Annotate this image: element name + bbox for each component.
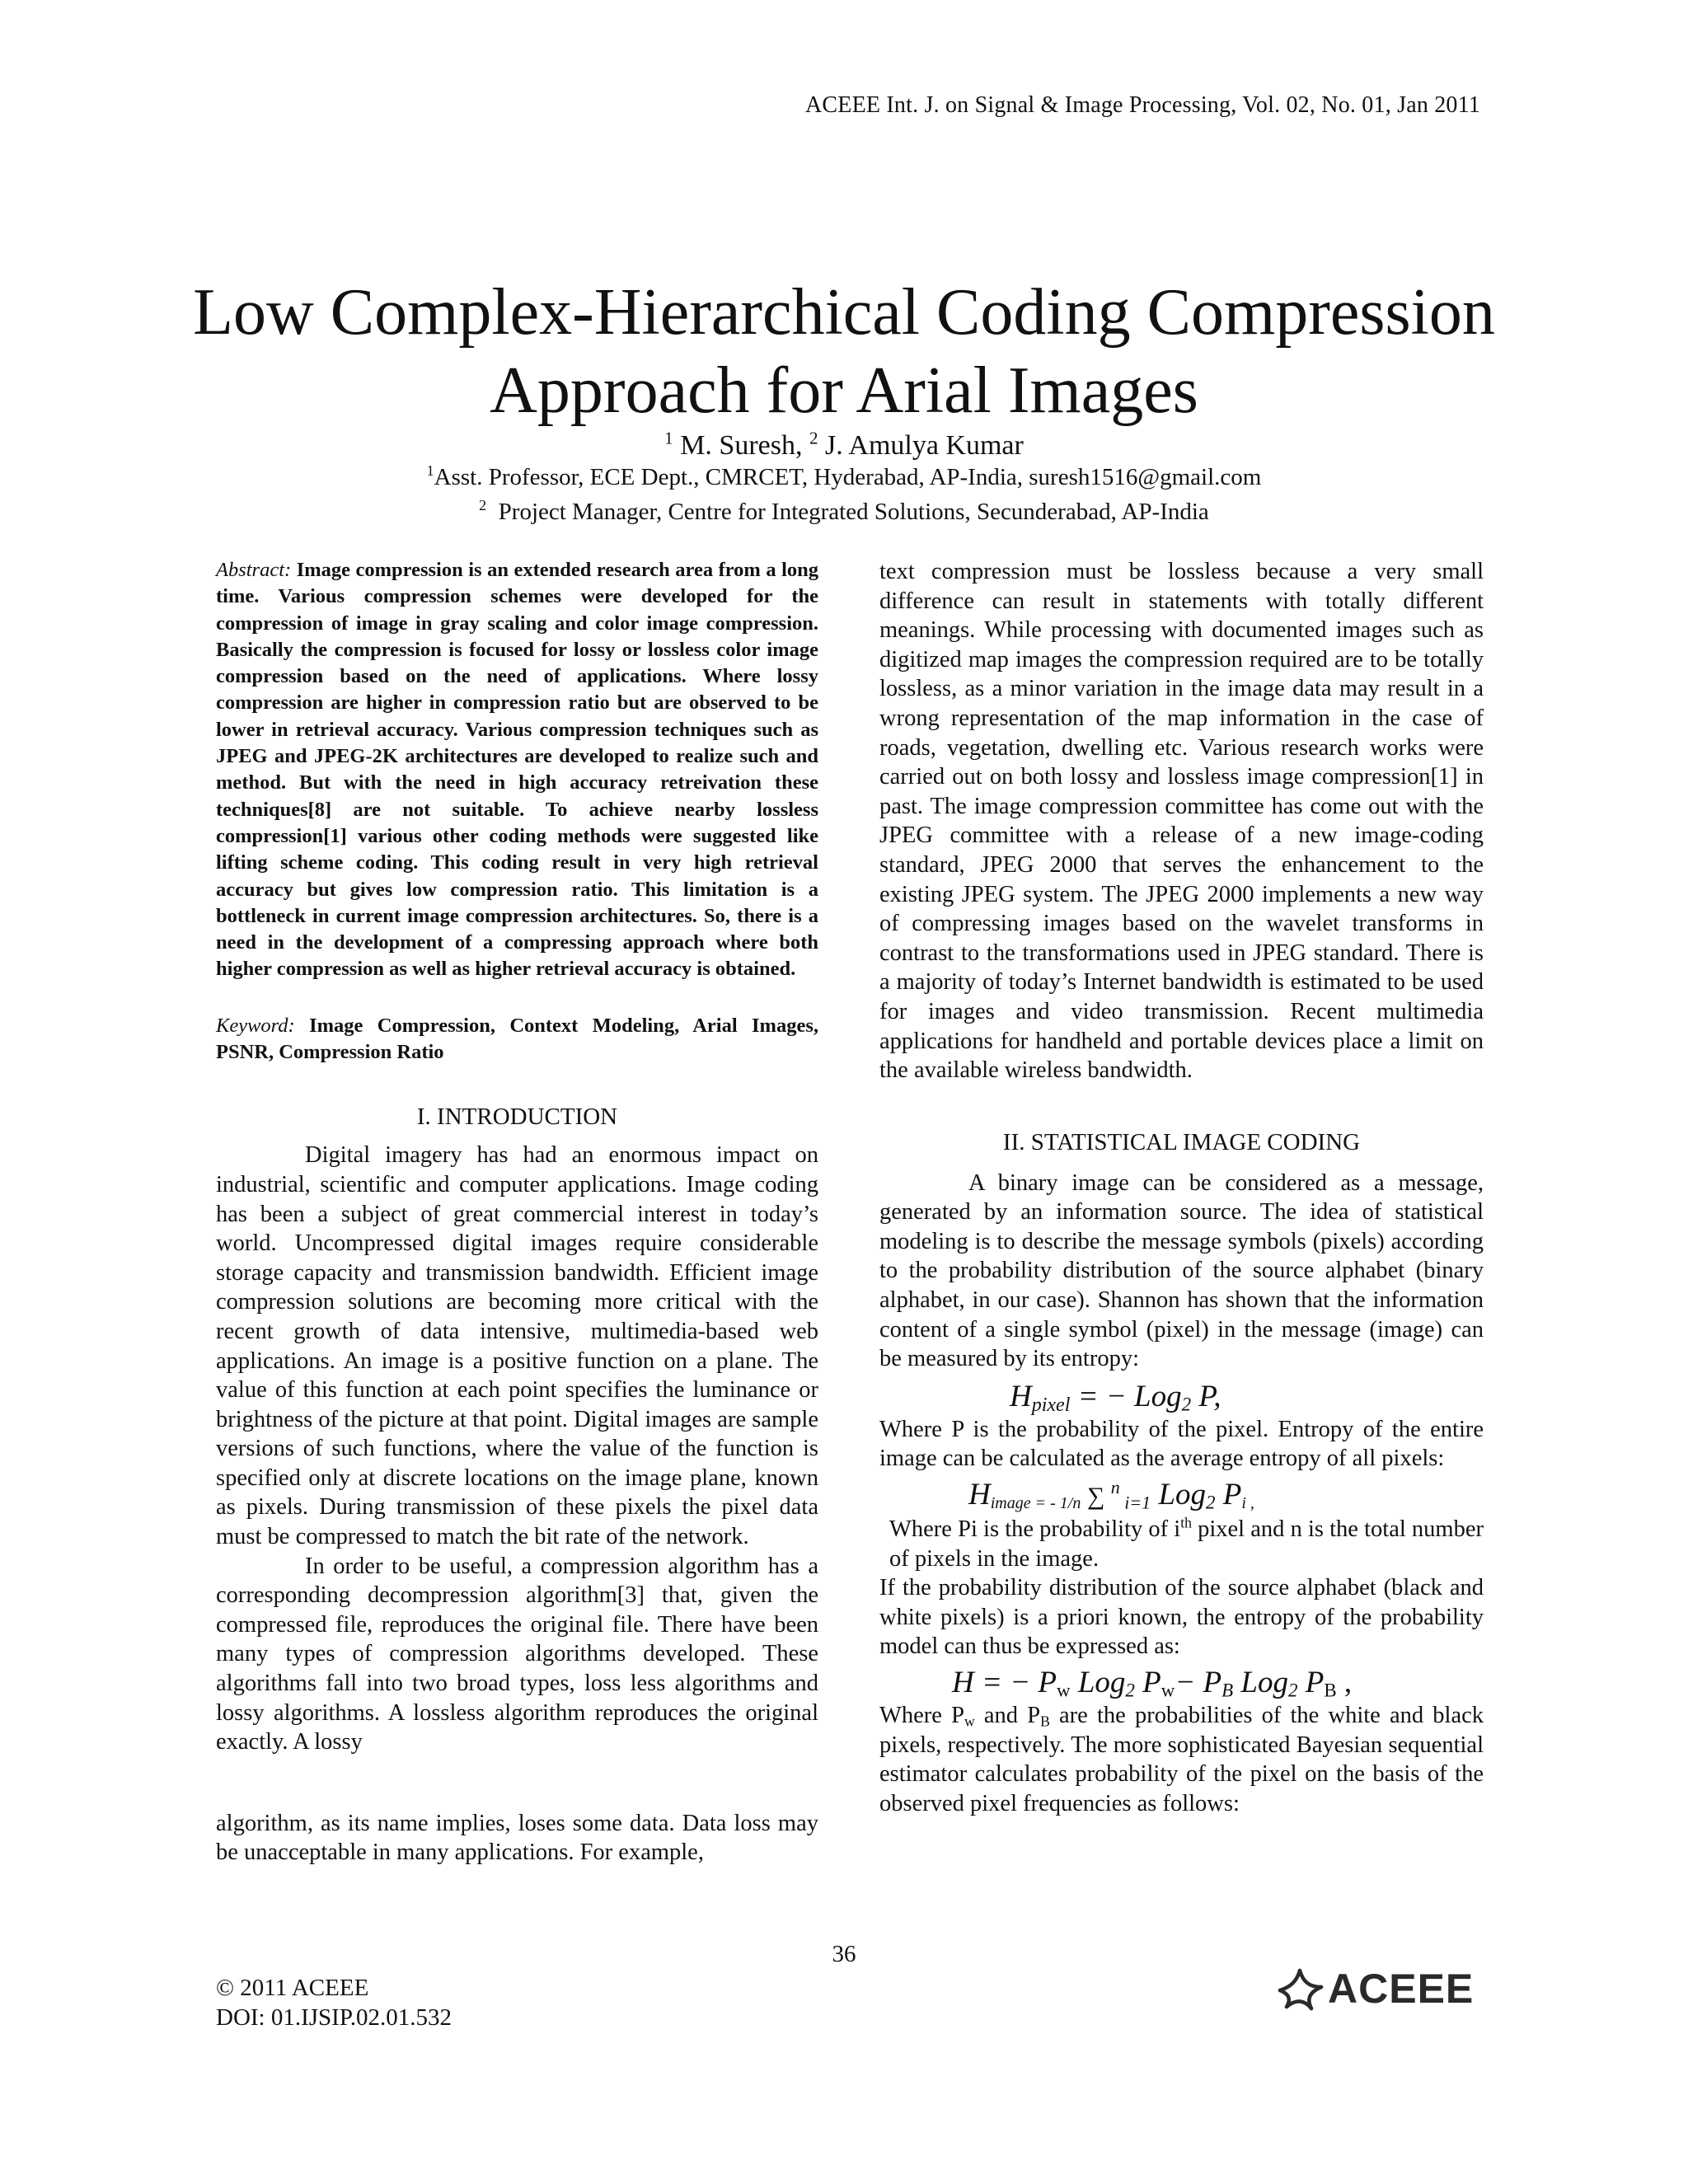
page-number: 36 <box>832 1941 856 1967</box>
statistical-paragraph-2: Where P is the probability of the pixel. Entropy of the entire image can be calculated as the average entropy of all pixels: <box>879 1416 1484 1472</box>
statistical-paragraph-3: Where Pi is the probability of $i^{th}$ pixel and n is the total number of pixels in the image. <box>889 1514 1484 1572</box>
author-list <box>0 430 1688 462</box>
intro-paragraph-2: In order to be useful, a compression algorithm has a corresponding decompression algorithm[3] that, given the compressed file, reproduces the original file. There have been many types of compression algorithms developed. These algorithms fall into two broad types, loss less algorithms and lossy algorithms. A lossless algorithm reproduces the original exactly. A lossy <box>216 1553 818 1755</box>
keywords-label: Keyword: <box>216 1014 295 1037</box>
affiliation-2-text: Project Manager, Centre for Integrated Solutions, Secunderabad, AP-India <box>498 499 1209 525</box>
title-line-1: Low Complex-Hierarchical Coding Compression <box>193 276 1495 349</box>
running-header: ACEEE Int. J. on Signal & Image Processing, Vol. 02, No. 01, Jan 2011 <box>804 92 1480 118</box>
right-paragraph-1: text compression must be lossless because a very small difference can result in statements with totally different meanings. While processing with documented images such as digitized map images the compression required are to be totally lossless, as a minor variation in the image data may result in a wrong representation of the map information in the case of roads, vegetation, dwelling etc. Various research works were carried out on both lossy and lossless image compression[1] in past. The image compression committee has come out with the JPEG committee with a release of a new image-coding standard, JPEG 2000 that serves the enhancement to the existing JPEG system. The JPEG 2000 implements a new way of compressing images based on the wavelet transforms in contrast to the transformations used in JPEG standard. There is a majority of today’s Internet bandwidth is estimated to be used for images and video transmission. Recent multimedia applications for handheld and portable devices place a limit on the available wireless bandwidth. <box>879 559 1484 1084</box>
keywords <box>216 1013 818 1066</box>
keywords-text: Image Compression, Context Modeling, Arial Images, PSNR, Compression Ratio <box>216 1014 818 1064</box>
affiliation-1 <box>0 464 1688 491</box>
abstract <box>216 557 818 983</box>
aceee-logo <box>1275 1965 1474 2013</box>
right-column <box>879 557 1484 1818</box>
intro-paragraph-1: Digital imagery has had an enormous impact on industrial, scientific and computer applications. Image coding has been a subject of great commercial interest in today’s world. Uncompressed digital images require considerable storage capacity and transmission bandwidth. Efficient image compression solutions are becoming more critical with the recent growth of data intensive, multimedia-based web applications. An image is a positive function on a plane. The value of this function at each point specifies the luminance or brightness of the picture at that point. Digital images are sample versions of such functions, where the value of the function is specified only at discrete locations on the image plane, known as pixels. During transmission of these pixels the pixel data must be compressed to match the bit rate of the network. <box>216 1142 818 1550</box>
equation-image-entropy: $H_{image = - 1/n}$ ∑ $^n$ $_{i=1}$ Log$_2$ $P_{i ,}$ <box>968 1476 1254 1513</box>
intro-paragraph-3: algorithm, as its name implies, loses some data. Data loss may be unacceptable in many applications. For example, <box>216 1810 818 1866</box>
doi-line: DOI: 01.IJSIP.02.01.532 <box>216 2004 452 2031</box>
equation-binary-entropy: H = − $P_w$ Log$_2$ $P_w- P_B$ Log$_2$ $P_B$ , <box>952 1666 1353 1701</box>
left-column <box>216 557 818 1868</box>
title-line-2: Approach for Arial Images <box>490 354 1198 427</box>
abstract-label: Abstract: <box>216 559 292 581</box>
author-1-name: M. Suresh, <box>680 430 803 461</box>
equation-pixel-entropy: $H_{pixel}$ = − Log$_2$ P, <box>1010 1379 1221 1416</box>
statistical-paragraph-5: Where $P_w$ and $P_B$ are the probabilities of the white and black pixels, respectively. The more sophisticated Bayesian sequential estimator calculates probability of the pixel on the basis of the observed pixel frequencies as follows: <box>879 1703 1484 1816</box>
affiliation-2 <box>0 499 1688 526</box>
aceee-logo-text: ACEEE <box>1328 1966 1475 2012</box>
affiliation-1-mark: 1 <box>426 462 434 480</box>
copyright-notice: © 2011 ACEEE <box>216 1975 369 2001</box>
affiliation-1-text: Asst. Professor, ECE Dept., CMRCET, Hyderabad, AP-India, suresh1516@gmail.com <box>434 464 1262 490</box>
paper-title <box>0 274 1688 430</box>
statistical-paragraph-1: A binary image can be considered as a message, generated by an information source. The idea of statistical modeling is to describe the message symbols (pixels) according to the probability distribution of the source alphabet (binary alphabet, in our case). Shannon has shown that the information content of a single symbol (pixel) in the message (image) can be measured by its entropy: <box>879 1169 1484 1372</box>
author-1-mark: 1 <box>664 428 673 448</box>
author-2-name: J. Amulya Kumar <box>825 430 1024 461</box>
section-heading-introduction: I. INTRODUCTION <box>416 1104 618 1131</box>
section-heading-statistical-coding: II. STATISTICAL IMAGE CODING <box>1002 1128 1361 1155</box>
footer-info <box>216 1973 452 2032</box>
statistical-paragraph-4: If the probability distribution of the source alphabet (black and white pixels) is a priori known, the entropy of the probability model can thus be expressed as: <box>879 1575 1484 1660</box>
abstract-text: Image compression is an extended research area from a long time. Various compression schemes were developed for the compression of image in gray scaling and color image compression. Basically the compression is focused for lossy or lossless color image compression based on the need of applications. Where lossy compression are higher in compression ratio but are observed to be lower in retrieval accuracy. Various compression techniques such as JPEG and JPEG-2K architectures are developed to realize such and method. But with the need in high accuracy retreivation these techniques[8] are not suitable. To achieve nearby lossless compression[1] various other coding methods were suggested like lifting scheme coding. This coding result in very high retrieval accuracy but gives low compression ratio. This limitation is a bottleneck in current image compression architectures. So, there is a need in the development of a compressing approach where both higher compression as well as higher retrieval accuracy is obtained. <box>216 559 819 981</box>
aceee-star-logo-icon <box>1275 1966 1325 2012</box>
affiliation-2-mark: 2 <box>479 497 487 514</box>
author-2-mark: 2 <box>809 428 818 448</box>
